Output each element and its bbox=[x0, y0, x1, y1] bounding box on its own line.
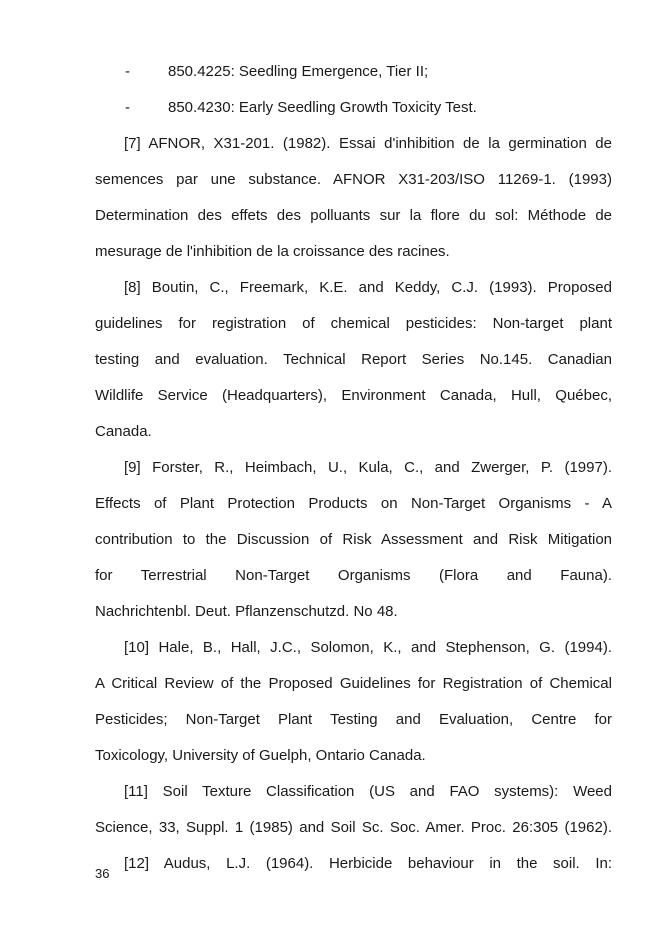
text-line: [10] Hale, B., Hall, J.C., Solomon, K., and Stephenson, G. (1994). bbox=[124, 639, 612, 656]
text-line: for Terrestrial Non-Target Organisms (Flora and Fauna). bbox=[95, 567, 612, 584]
text-line: [8] Boutin, C., Freemark, K.E. and Keddy, C.J. (1993). Proposed bbox=[124, 279, 612, 296]
list-dash: - bbox=[125, 99, 130, 116]
list-item-text: 850.4225: Seedling Emergence, Tier II; bbox=[168, 63, 429, 80]
text-line: Wildlife Service (Headquarters), Environment Canada, Hull, Québec, bbox=[95, 387, 612, 404]
text-line: Effects of Plant Protection Products on Non-Target Organisms - A bbox=[95, 495, 612, 512]
text-line: [7] AFNOR, X31-201. (1982). Essai d'inhibition de la germination de bbox=[124, 135, 612, 152]
text-line: Science, 33, Suppl. 1 (1985) and Soil Sc. Soc. Amer. Proc. 26:305 (1962). bbox=[95, 819, 612, 836]
page-number: 36 bbox=[95, 866, 110, 881]
text-line: Determination des effets des polluants sur la flore du sol: Méthode de bbox=[95, 207, 612, 224]
text-line: A Critical Review of the Proposed Guidelines for Registration of Chemical bbox=[95, 675, 612, 692]
text-line: Nachrichtenbl. Deut. Pflanzenschutzd. No 48. bbox=[95, 603, 398, 620]
text-line: contribution to the Discussion of Risk Assessment and Risk Mitigation bbox=[95, 531, 612, 548]
text-line: [9] Forster, R., Heimbach, U., Kula, C., and Zwerger, P. (1997). bbox=[124, 459, 612, 476]
text-line: guidelines for registration of chemical pesticides: Non-target plant bbox=[95, 315, 612, 332]
text-line: semences par une substance. AFNOR X31-203/ISO 11269-1. (1993) bbox=[95, 171, 612, 188]
list-dash: - bbox=[125, 63, 130, 80]
reference-list bbox=[95, 126, 612, 882]
text-line: Canada. bbox=[95, 423, 152, 440]
text-line: [12] Audus, L.J. (1964). Herbicide behaviour in the soil. In: bbox=[124, 855, 612, 872]
text-line: testing and evaluation. Technical Report Series No.145. Canadian bbox=[95, 351, 612, 368]
list-item bbox=[95, 90, 612, 126]
text-line: mesurage de l'inhibition de la croissance des racines. bbox=[95, 243, 450, 260]
text-line: Toxicology, University of Guelph, Ontario Canada. bbox=[95, 747, 426, 764]
list-item bbox=[95, 54, 612, 90]
references-body bbox=[95, 54, 612, 882]
text-line: [11] Soil Texture Classification (US and FAO systems): Weed bbox=[124, 783, 612, 800]
list-item-text: 850.4230: Early Seedling Growth Toxicity Test. bbox=[168, 99, 477, 116]
text-line: Pesticides; Non-Target Plant Testing and Evaluation, Centre for bbox=[95, 711, 612, 728]
